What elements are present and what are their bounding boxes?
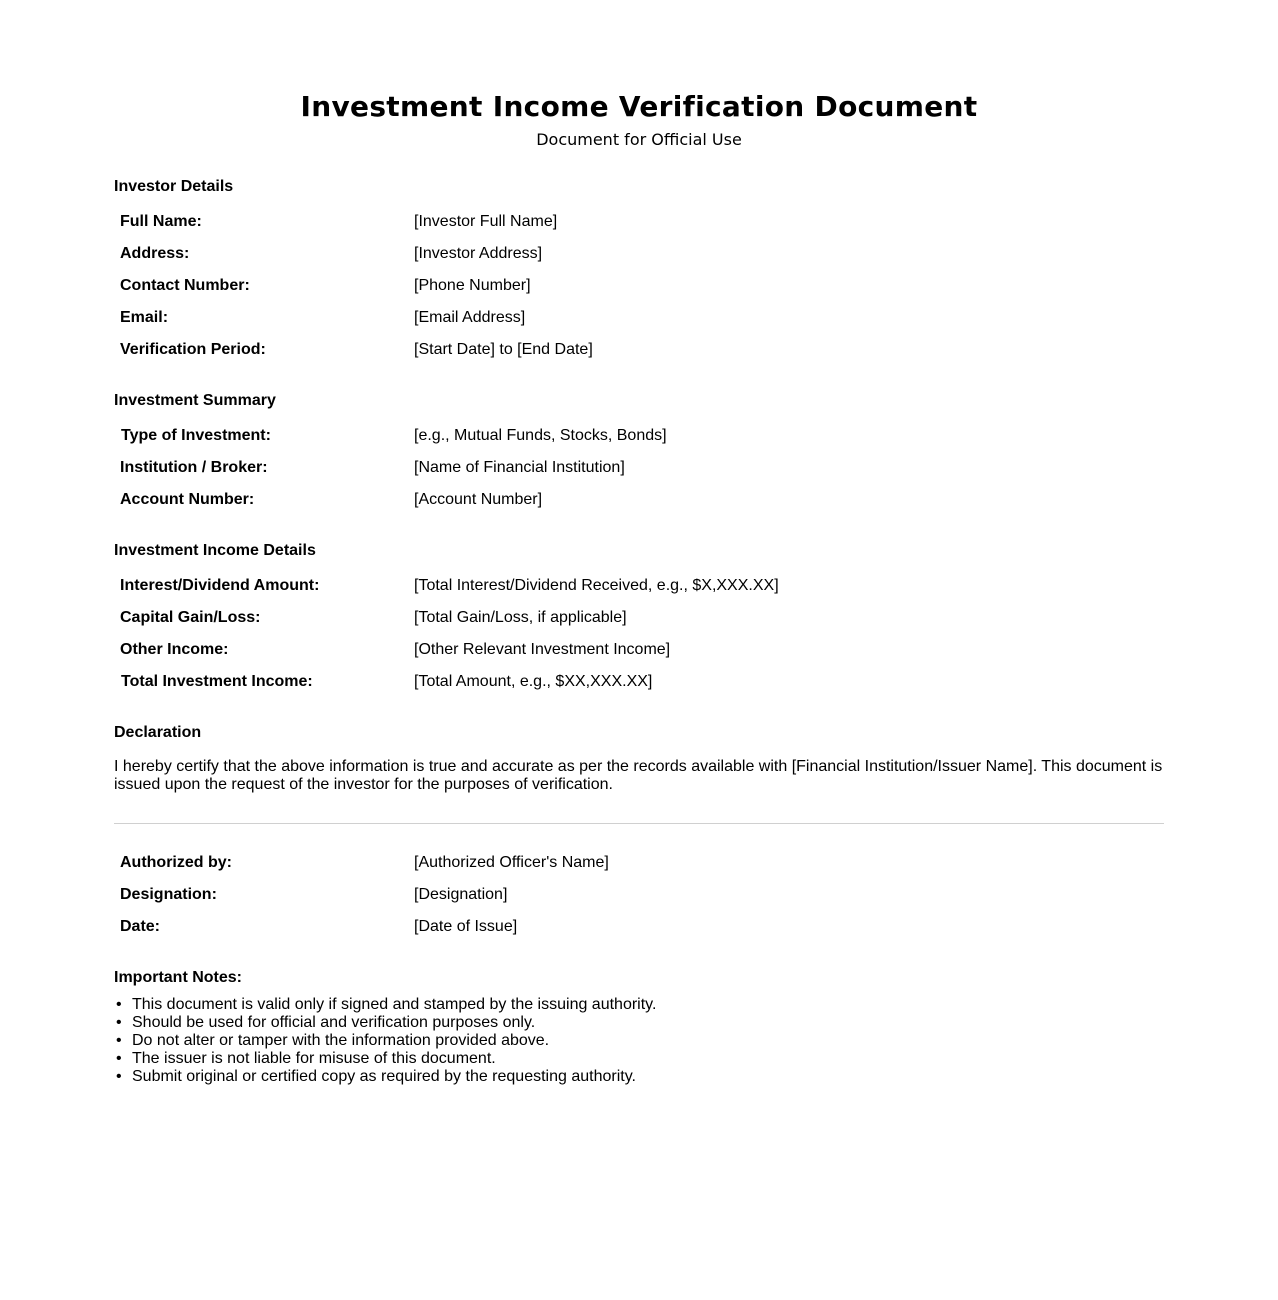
field-value: [Investor Address] [414,245,543,262]
bullet-icon: • [116,996,122,1013]
field-value: [Total Gain/Loss, if applicable] [414,609,627,626]
bullet-icon: • [116,1032,122,1049]
field-row-type-of-investment [120,425,1160,447]
field-label: Authorized by: [120,854,232,871]
field-row-verification-period [120,339,1160,361]
field-value: [Authorized Officer's Name] [414,854,609,871]
note-item [114,1032,656,1050]
field-label: Designation: [120,886,217,903]
document-subtitle: Document for Official Use [536,130,742,149]
field-row-full-name [120,211,1160,233]
field-value: [Investor Full Name] [414,213,558,230]
note-item [114,1050,656,1068]
note-text: The issuer is not liable for misuse of this document. [132,1050,496,1067]
declaration-heading: Declaration [114,724,202,741]
field-label: Other Income: [120,641,229,658]
note-item [114,1014,656,1032]
field-value: [Designation] [414,886,508,903]
investor-details-heading: Investor Details [114,178,234,195]
field-value: [Total Interest/Dividend Received, e.g., $X,XXX.XX] [414,577,779,594]
field-row-contact-number [120,275,1160,297]
note-text: Should be used for official and verification purposes only. [132,1014,536,1031]
field-label: Email: [120,309,169,326]
field-row-total-investment-income [120,671,1160,693]
field-label: Institution / Broker: [120,459,268,476]
field-row-authorized-by [120,852,1160,874]
declaration-text: I hereby certify that the above information is true and accurate as per the records available with [Financial Institution/Issuer Name]. This document is issued upon the request of the investor for the purposes of verification. [114,758,1163,793]
important-notes-list [114,996,656,1086]
bullet-icon: • [116,1014,122,1031]
field-row-interest-dividend [120,575,1160,597]
bullet-icon: • [116,1050,122,1067]
field-label: Capital Gain/Loss: [120,609,261,626]
field-row-institution-broker [120,457,1160,479]
field-row-email [120,307,1160,329]
field-label: Verification Period: [120,341,266,358]
field-label: Account Number: [120,491,255,508]
field-row-date [120,916,1160,938]
field-label: Full Name: [120,213,202,230]
field-label: Address: [120,245,190,262]
field-value: [Phone Number] [414,277,531,294]
income-details-heading: Investment Income Details [114,542,316,559]
field-label: Type of Investment: [121,427,271,444]
field-row-account-number [120,489,1160,511]
document-title: Investment Income Verification Document [300,90,978,123]
note-item [114,1068,656,1086]
field-label: Interest/Dividend Amount: [120,577,320,594]
field-row-address [120,243,1160,265]
note-item [114,996,656,1014]
important-notes-heading: Important Notes: [114,969,242,986]
investment-summary-heading: Investment Summary [114,392,276,409]
field-row-capital-gain-loss [120,607,1160,629]
field-value: [e.g., Mutual Funds, Stocks, Bonds] [414,427,667,444]
note-text: This document is valid only if signed and stamped by the issuing authority. [132,996,657,1013]
field-value: [Account Number] [414,491,543,508]
field-label: Total Investment Income: [121,673,313,690]
field-row-other-income [120,639,1160,661]
field-label: Date: [120,918,161,935]
field-label: Contact Number: [120,277,250,294]
note-text: Submit original or certified copy as required by the requesting authority. [132,1068,636,1085]
bullet-icon: • [116,1068,122,1085]
field-value: [Start Date] to [End Date] [414,341,593,358]
field-value: [Other Relevant Investment Income] [414,641,671,658]
field-row-designation [120,884,1160,906]
field-value: [Total Amount, e.g., $XX,XXX.XX] [414,673,653,690]
field-value: [Name of Financial Institution] [414,459,625,476]
note-text: Do not alter or tamper with the information provided above. [132,1032,550,1049]
field-value: [Email Address] [414,309,526,326]
field-value: [Date of Issue] [414,918,518,935]
section-divider [114,823,1164,824]
